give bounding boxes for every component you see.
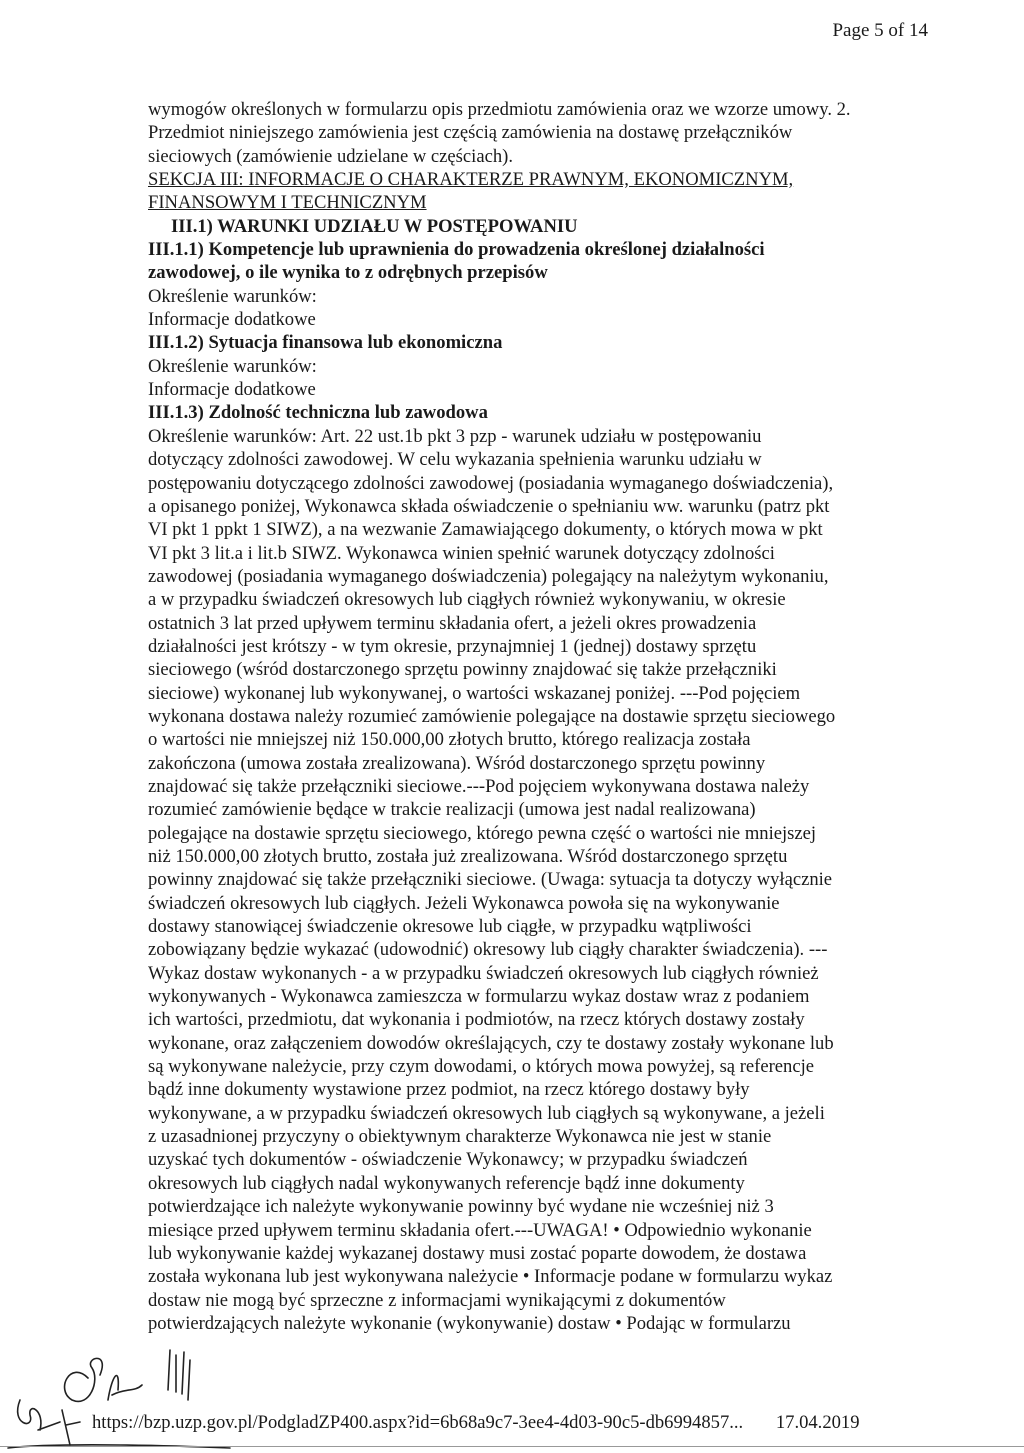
text-line: Określenie warunków: bbox=[148, 355, 317, 377]
text-line: polegające na dostawie sprzętu sieciowego, którego pewna część o wartości nie mniejszej bbox=[148, 822, 817, 844]
text-line: zawodowej, o ile wynika to z odrębnych przepisów bbox=[148, 262, 548, 284]
text-line: została wykonana lub jest wykonywana należycie • Informacje podane w formularzu wykaz bbox=[148, 1266, 833, 1288]
page-footer bbox=[92, 1412, 860, 1434]
text-line: powinny znajdować się także przełączniki sieciowe. (Uwaga: sytuacja ta dotyczy wyłącznie bbox=[148, 869, 833, 891]
text-line: VI pkt 3 lit.a i lit.b SIWZ. Wykonawca winien spełnić warunek dotyczący zdolności bbox=[148, 542, 775, 564]
text-line: ich wartości, przedmiotu, dat wykonania i podmiotów, na rzecz których dostawy zostały bbox=[148, 1009, 805, 1031]
text-line: miesiące przed upływem terminu składania ofert.---UWAGA! • Odpowiednio wykonanie bbox=[148, 1219, 812, 1241]
text-line: Określenie warunków: Art. 22 ust.1b pkt 3 pzp - warunek udziału w postępowaniu bbox=[148, 425, 762, 447]
footer-url: https://bzp.uzp.gov.pl/PodgladZP400.aspx?id=6b68a9c7-3ee4-4d03-90c5-db6994857... bbox=[92, 1412, 744, 1433]
text-line: niż 150.000,00 złotych brutto, została już zrealizowana. Wśród dostarczonego sprzętu bbox=[148, 846, 788, 867]
text-line: bądź inne dokumenty wystawione przez podmiot, na rzecz którego dostawy były bbox=[148, 1079, 750, 1101]
text-line: Wykaz dostaw wykonanych - a w przypadku świadczeń okresowych lub ciągłych również bbox=[148, 962, 819, 984]
text-line: SEKCJA III: INFORMACJE O CHARAKTERZE PRAWNYM, EKONOMICZNYM, bbox=[148, 169, 794, 191]
page-number: Page 5 of 14 bbox=[832, 20, 928, 41]
text-line: wykonywanych - Wykonawca zamieszcza w formularzu wykaz dostaw wraz z podaniem bbox=[148, 986, 810, 1008]
text-line: zobowiązany będzie wykazać (udowodnić) okresowy lub ciągły charakter świadczenia). --- bbox=[148, 939, 828, 961]
text-line: są wykonywane należycie, przy czym dowodami, o których mowa powyżej, są referencje bbox=[148, 1056, 815, 1078]
text-line: działalności jest krótszy - w tym okresie, przynajmniej 1 (jednej) dostawy sprzętu bbox=[148, 635, 757, 657]
text-line: znajdować się także przełączniki sieciowe.---Pod pojęciem wykonywana dostawa należy bbox=[148, 775, 810, 797]
text-line: dotyczący zdolności zawodowej. W celu wykazania spełnienia warunku udziału w bbox=[148, 449, 762, 471]
text-line: FINANSOWYM I TECHNICZNYM bbox=[148, 192, 427, 214]
text-line: wykonana dostawa należy rozumieć zamówienie polegające na dostawie sprzętu sieciowego bbox=[148, 705, 836, 727]
text-line: Informacje dodatkowe bbox=[148, 309, 316, 331]
text-line: ostatnich 3 lat przed upływem terminu składania ofert, a jeżeli okres prowadzenia bbox=[148, 612, 757, 634]
text-line: lub wykonywanie każdej wykazanej dostawy musi zostać poparte dowodem, że dostawa bbox=[148, 1242, 807, 1264]
bottom-divider bbox=[0, 1446, 1024, 1447]
text-line: postępowaniu dotyczącego zdolności zawodowej (posiadania wymaganego doświadczenia), bbox=[148, 472, 834, 494]
text-line: a opisanego poniżej, Wykonawca składa oświadczenie o spełnianiu ww. warunku (patrz pkt bbox=[148, 495, 830, 517]
text-line: Informacje dodatkowe bbox=[148, 379, 316, 401]
text-line: wykonane, oraz załączeniem dowodów określających, czy te dostawy zostały wykonane lub bbox=[148, 1032, 834, 1054]
text-line: sieciowych (zamówienie udzielane w częściach). bbox=[148, 145, 513, 167]
text-line: VI pkt 1 ppkt 1 SIWZ), a na wezwanie Zamawiającego dokumenty, o których mowa w pkt bbox=[148, 519, 823, 541]
text-line: rozumieć zamówienie będące w trakcie realizacji (umowa jest nadal realizowana) bbox=[148, 799, 756, 821]
text-line: III.1.3) Zdolność techniczna lub zawodowa bbox=[148, 402, 488, 424]
text-line: III.1.1) Kompetencje lub uprawnienia do prowadzenia określonej działalności bbox=[148, 239, 765, 261]
text-line: okresowych lub ciągłych nadal wykonywanych referencje bądź inne dokumenty bbox=[148, 1172, 745, 1194]
text-line: świadczeń okresowych lub ciągłych. Jeżeli Wykonawca powoła się na wykonywanie bbox=[148, 892, 780, 914]
text-line: a w przypadku świadczeń okresowych lub ciągłych również wykonywaniu, w okresie bbox=[148, 589, 786, 611]
text-line: Określenie warunków: bbox=[148, 285, 317, 307]
text-line: uzyskać tych dokumentów - oświadczenie Wykonawcy; w przypadku świadczeń bbox=[148, 1149, 748, 1171]
footer-date: 17.04.2019 bbox=[775, 1412, 860, 1433]
text-line: Przedmiot niniejszego zamówienia jest częścią zamówienia na dostawę przełączników bbox=[148, 122, 793, 144]
text-line: wykonywane, a w przypadku świadczeń okresowych lub ciągłych są wykonywane, a jeżeli bbox=[148, 1102, 825, 1124]
text-line: III.1.2) Sytuacja finansowa lub ekonomiczna bbox=[148, 332, 503, 354]
handwritten-signature bbox=[0, 1330, 300, 1453]
text-line: III.1) WARUNKI UDZIAŁU W POSTĘPOWANIU bbox=[171, 215, 578, 237]
document-body bbox=[148, 98, 928, 1335]
text-line: o wartości nie mniejszej niż 150.000,00 złotych brutto, którego realizacja została bbox=[148, 729, 751, 751]
text-line: zakończona (umowa została zrealizowana). Wśród dostarczonego sprzętu powinny bbox=[148, 752, 766, 774]
text-line: dostaw nie mogą być sprzeczne z informacjami wynikającymi z dokumentów bbox=[148, 1289, 726, 1311]
text-line: sieciowego (wśród dostarczonego sprzętu powinny znajdować się także przełączniki bbox=[148, 659, 777, 681]
text-line: sieciowe) wykonanej lub wykonywanej, o wartości wskazanej poniżej. ---Pod pojęciem bbox=[148, 682, 801, 704]
text-line: wymogów określonych w formularzu opis przedmiotu zamówienia oraz we wzorze umowy. 2. bbox=[148, 99, 851, 120]
text-line: potwierdzających należyte wykonanie (wykonywanie) dostaw • Podając w formularzu bbox=[148, 1312, 791, 1334]
text-line: zawodowej (posiadania wymaganego doświadczenia) polegający na należytym wykonaniu, bbox=[148, 565, 829, 587]
text-line: dostawy stanowiącej świadczenie okresowe lub ciągłe, w przypadku wątpliwości bbox=[148, 916, 752, 938]
text-line: z uzasadnionej przyczyny o obiektywnym charakterze Wykonawca nie jest w stanie bbox=[148, 1126, 772, 1148]
text-line: potwierdzające ich należyte wykonywanie powinny być wydane nie wcześniej niż 3 bbox=[148, 1196, 774, 1218]
